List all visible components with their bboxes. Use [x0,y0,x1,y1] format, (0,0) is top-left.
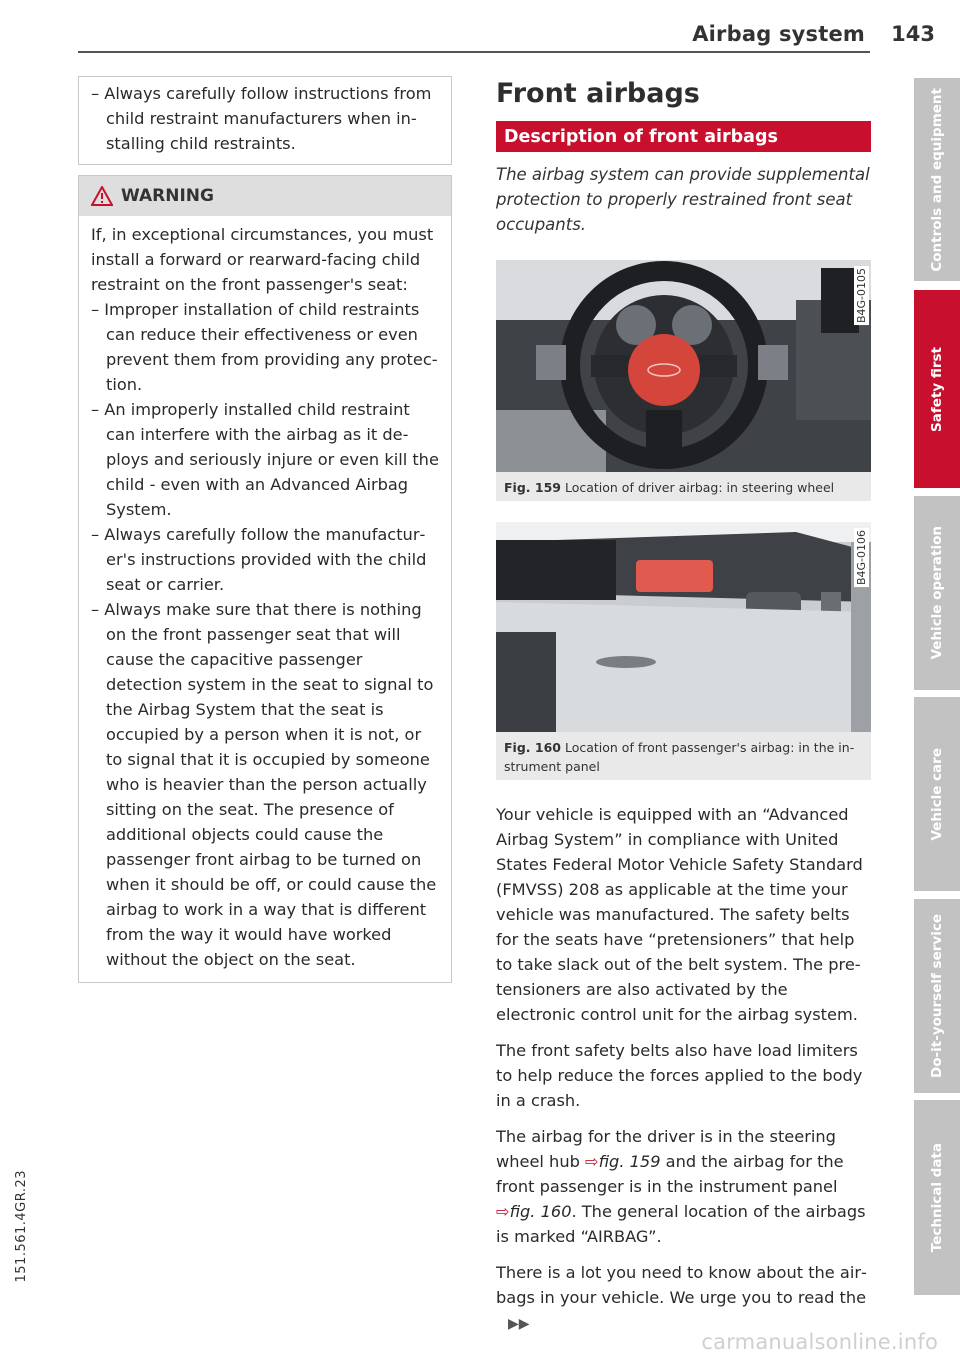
figure-caption [496,472,871,501]
warning-triangle-icon [91,186,113,206]
para-text: and the airbag for the front passenger is in the instrument panel [496,1152,844,1196]
figure-label: Fig. 159 [504,480,561,495]
figure-code: B4G-0106 [855,530,868,586]
figure-reference-link[interactable]: fig. 160 [509,1202,572,1221]
tab-safety-first[interactable]: Safety first [914,290,960,488]
figure-caption [496,732,871,780]
figure-code: B4G-0105 [855,268,868,324]
tab-technical-data[interactable]: Technical data [914,1100,960,1295]
warning-bullet: – Always carefully follow the manufacturer's instructions provided with the child seat or carrier. [91,525,427,594]
tab-controls-and-equipment[interactable]: Controls and equipment [914,78,960,281]
paragraph-read-more [496,1260,871,1337]
figure-159 [496,260,871,501]
tab-do-it-yourself-service[interactable]: Do-it-yourself service [914,899,960,1093]
note-text: – Always carefully follow instructions from child restraint manufacturers when installing child restraints. [91,84,432,153]
intro-text: The airbag system can provide supplemental protection to properly restrained front seat occupants. [496,165,870,234]
paragraph-load-limiters: The front safety belts also have load limiters to help reduce the forces applied to the body in a crash. [496,1041,863,1110]
right-column [496,76,871,1337]
warning-header [79,176,451,216]
running-header-title: Airbag system [692,22,865,46]
warning-bullet: – An improperly installed child restraint can interfere with the airbag as it deploys and seriously injure or even kill the child - even with an Advanced Airbag System. [91,400,439,519]
subsection-title: Description of front airbags [496,121,871,152]
para-text: . The general location of the airbags is marked “AIRBAG”. [496,1202,866,1246]
paragraph-airbag-location [496,1124,871,1249]
left-column [78,76,452,983]
warning-box [78,175,452,983]
paragraph-advanced-airbag: Your vehicle is equipped with an “Advanced Airbag System” in compliance with United States Federal Motor Vehicle Safety Standard (FMVSS) 208 as applicable at the time your vehicle was manufactured. The safety belts for the seats have “pretensioners” that help to take slack out of the belt system. The pretensioners are also activated by the electronic control unit for the airbag system. [496,805,863,1024]
para-text: There is a lot you need to know about the airbags in your vehicle. We urge you to read the [496,1263,867,1307]
watermark: carmanualsonline.info [701,1330,938,1354]
warning-intro: If, in exceptional circumstances, you must install a forward or rearward-facing child restraint on the front passenger's seat: [91,225,434,294]
figure-label: Fig. 160 [504,740,561,755]
note-box [78,76,452,165]
figure-caption-text: Location of driver airbag: in steering wheel [564,480,835,495]
instrument-panel-image [496,522,871,732]
section-title: Front airbags [496,78,700,109]
para-text: The airbag for the driver is in the steering wheel hub [496,1127,836,1171]
steering-wheel-image [496,260,871,472]
page-number: 143 [891,22,935,46]
figure-reference-link[interactable]: fig. 159 [598,1152,661,1171]
warning-bullet: – Improper installation of child restraints can reduce their effectiveness or even prevent them from providing any protection. [91,300,438,394]
warning-bullet: – Always make sure that there is nothing on the front passenger seat that will cause the capacitive passenger detection system in the seat to signal to the Airbag System that the seat is occupied by a person when it is not, or to signal that it is occupied by someone who is heavier than the person actually sitting on the seat. The presence of additional objects could cause the passenger front airbag to be turned on when it should be off, or could cause the airbag to work in a way that is different from the way it would have worked without the object on the seat. [91,600,437,969]
warning-title: WARNING [121,186,214,206]
reference-arrow-icon: ⇨ [496,1202,510,1221]
document-code: 151.561.4GR.23 [14,1170,29,1283]
warning-body [79,216,451,982]
continue-arrow-icon: ▶▶ [508,1316,530,1332]
reference-arrow-icon: ⇨ [585,1152,599,1171]
figure-caption-text: Location of front passenger's airbag: in the instrument panel [504,740,855,774]
tab-vehicle-operation[interactable]: Vehicle operation [914,496,960,690]
figure-160 [496,522,871,780]
header-rule [78,51,870,53]
tab-vehicle-care[interactable]: Vehicle care [914,697,960,891]
